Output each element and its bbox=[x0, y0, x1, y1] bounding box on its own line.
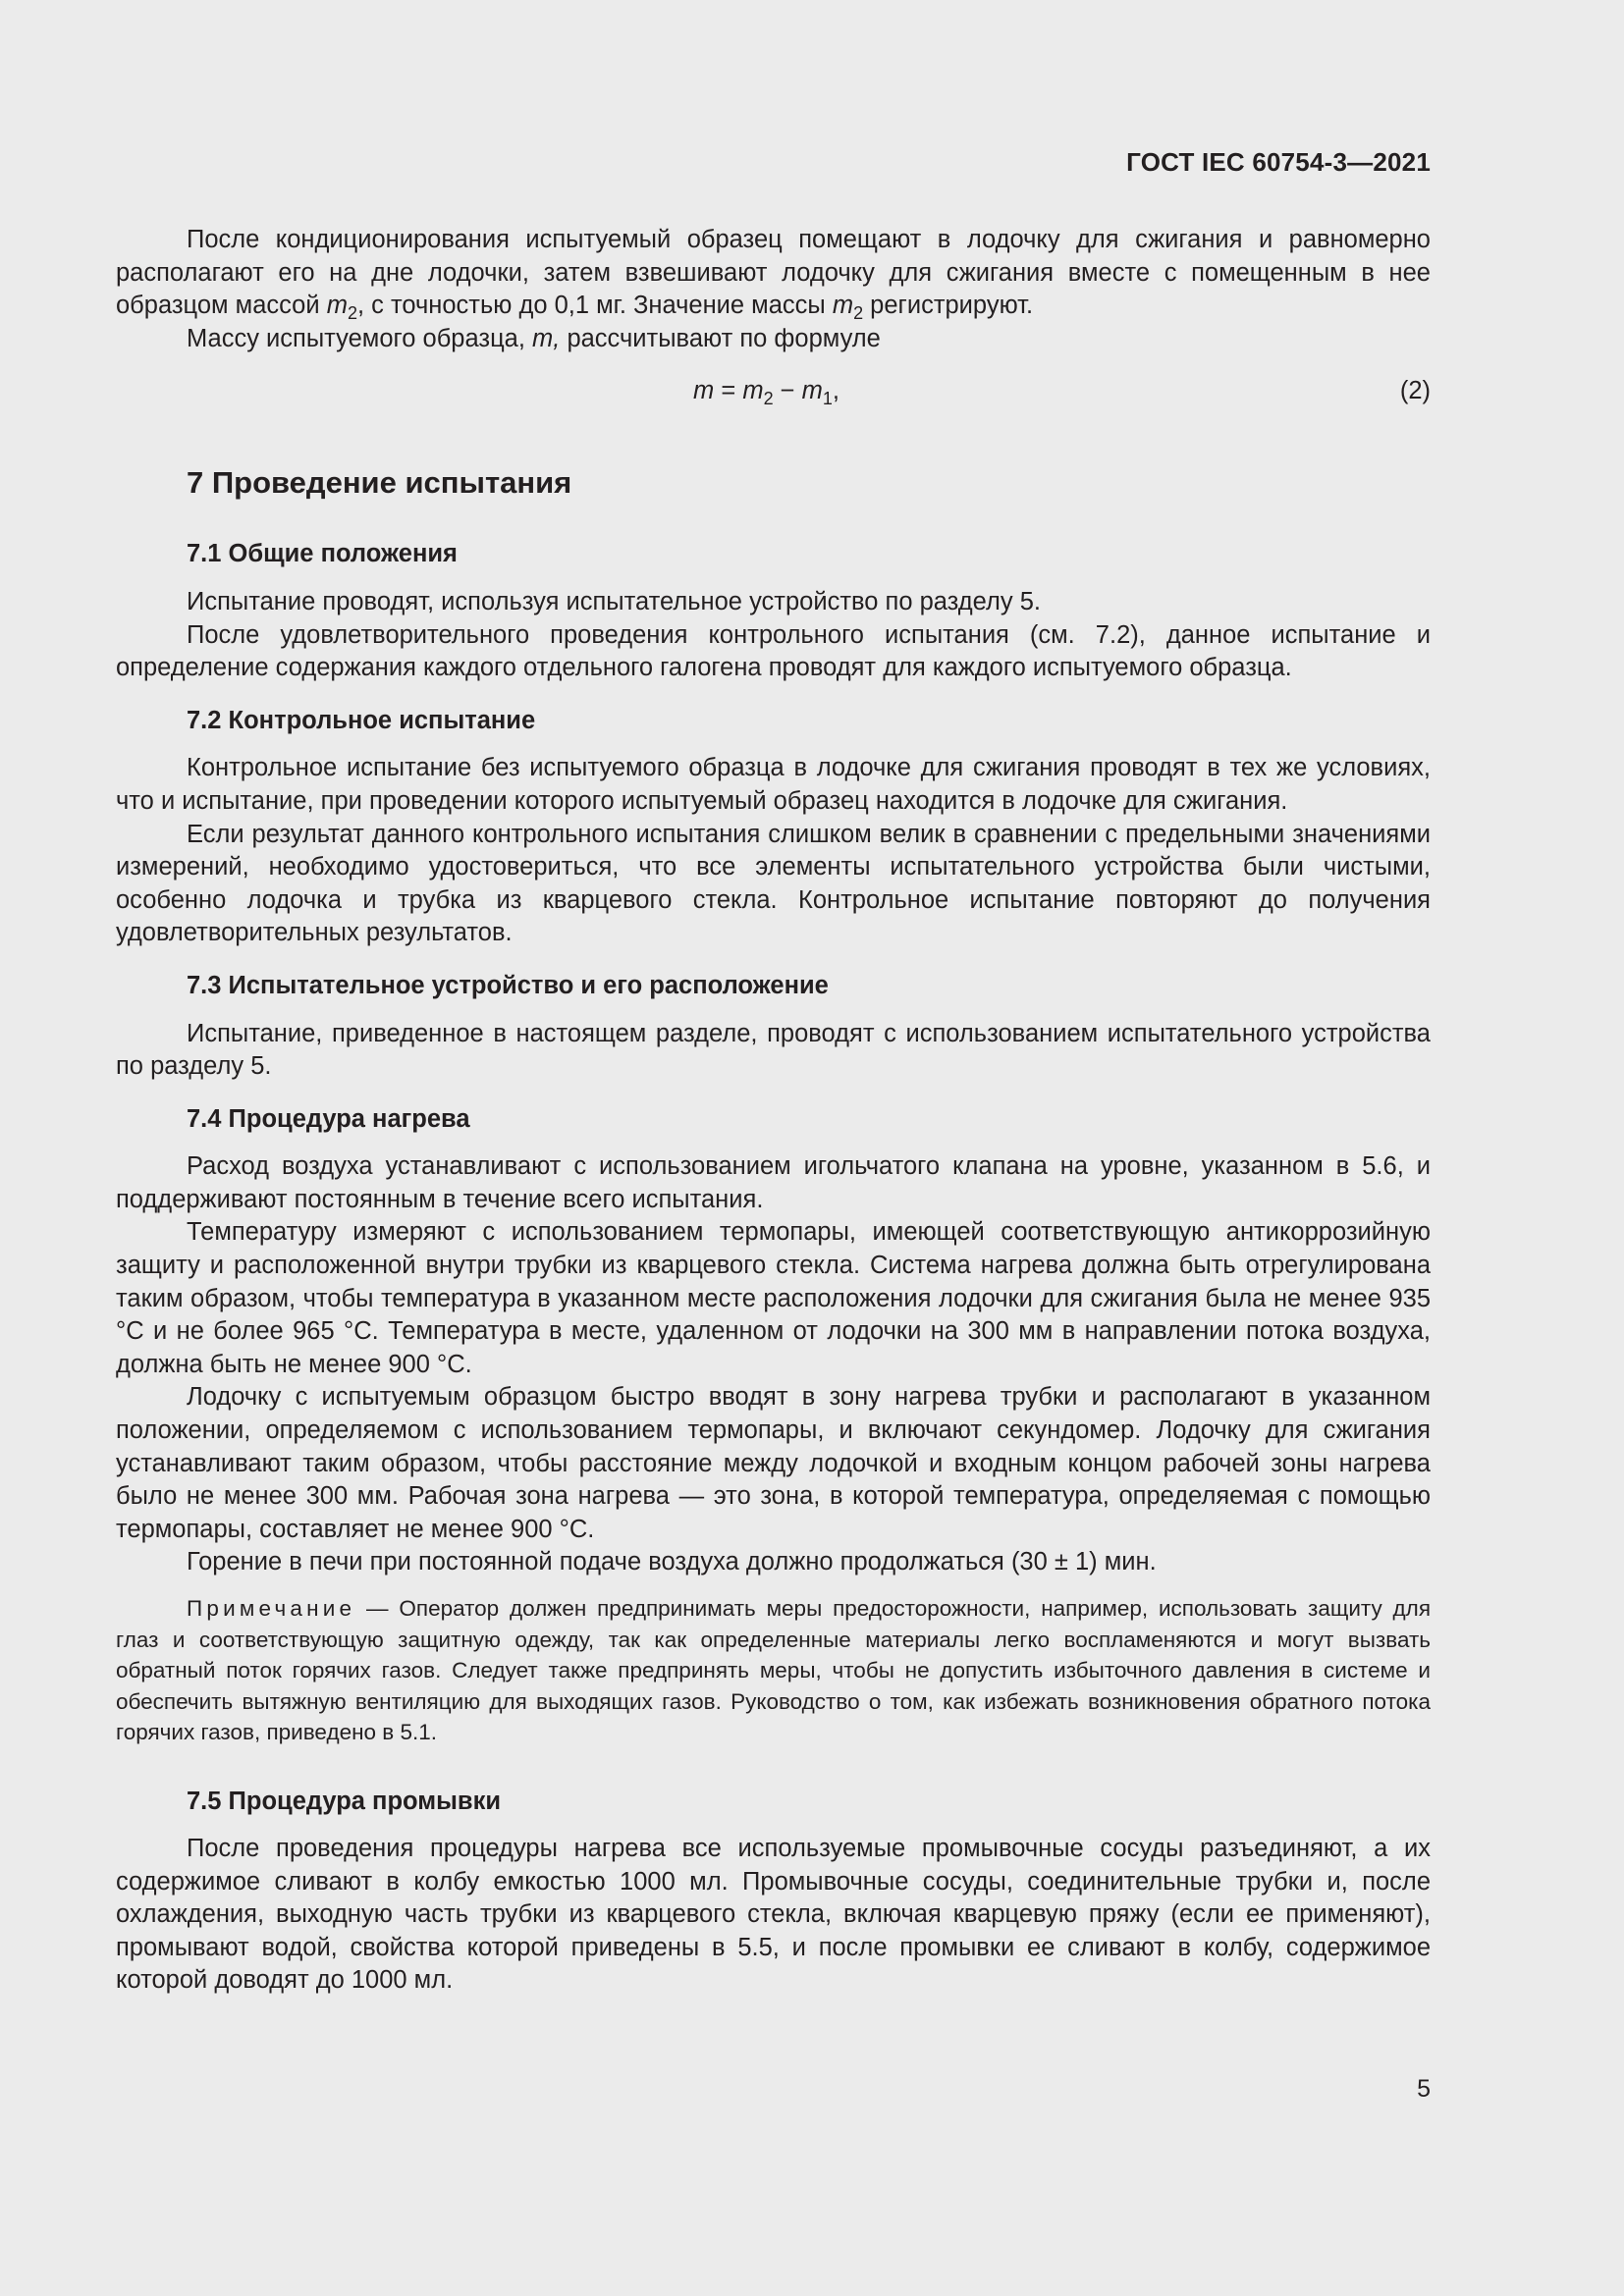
variable-m1: m bbox=[801, 377, 823, 405]
section-7-5-paragraph-1: После проведения процедуры нагрева все используемые промывочные сосуды разъединяют, а их содержимое сливают в колбу емкостью 1000 мл. Промывочные сосуды, соединительные трубки и, после охлаждения, выходную часть трубки из кварцевого стекла, включая кварцевую пряжу (если ее применяют), промывают водой, свойства которой приведены в 5.5, и после промывки ее сливают в колбу, содержимое которой доводят до 1000 мл. bbox=[116, 1835, 1431, 1995]
variable-m: m bbox=[832, 292, 854, 320]
note bbox=[116, 1593, 1431, 1748]
note-label: Примечание bbox=[187, 1596, 356, 1621]
note-text: — Оператор должен предпринимать меры предосторожности, например, использовать защиту для глаз и соответствующую защитную одежду, так как определенные материалы легко воспламеняются и могут вызвать обратный поток горячих газов. Следует также предпринять меры, чтобы не допустить избыточного давления в системе и обеспечить вытяжную вентиляцию для выходящих газов. Руководство о том, как избежать возникновения обратного потока горячих газов, приведено в 5.1. bbox=[116, 1596, 1431, 1744]
comma: , bbox=[832, 377, 839, 405]
variable-m: m, bbox=[532, 324, 561, 352]
document-code: ГОСТ IEC 60754-3—2021 bbox=[1126, 147, 1431, 177]
formula-expression bbox=[693, 375, 839, 408]
section-7-1-paragraph-1: Испытание проводят, используя испытательное устройство по разделу 5. bbox=[187, 587, 1042, 615]
section-7-4-paragraph-1: Расход воздуха устанавливают с использованием игольчатого клапана на уровне, указанном в 5.6, и поддерживают постоянным в течение всего испытания. bbox=[116, 1152, 1431, 1213]
variable-m: m bbox=[693, 377, 715, 405]
subscript: 1 bbox=[822, 389, 833, 409]
equals-sign: = bbox=[714, 377, 743, 405]
variable-m: m bbox=[326, 292, 348, 320]
section-7-3-heading: 7.3 Испытательное устройство и его расположение bbox=[187, 971, 829, 999]
text-run: Массу испытуемого образца, bbox=[187, 324, 533, 352]
subscript: 2 bbox=[347, 303, 357, 324]
subscript: 2 bbox=[763, 389, 774, 409]
subscript: 2 bbox=[853, 303, 864, 324]
text-run: После кондиционирования испытуемый образец помещают в лодочку для сжигания и равномерно располагают его на дне лодочки, затем взвешивают лодочку для сжигания вместе с помещенным в нее образцом массой bbox=[116, 226, 1431, 320]
page-number: 5 bbox=[1417, 2075, 1431, 2103]
formula-2 bbox=[116, 375, 1431, 408]
section-7-3-paragraph-1: Испытание, приведенное в настоящем разделе, проводят с использованием испытательного устройства по разделу 5. bbox=[116, 1019, 1431, 1081]
section-7-1-paragraph-2: После удовлетворительного проведения контрольного испытания (см. 7.2), данное испытание и определение содержания каждого отдельного галогена проводят для каждого испытуемого образца. bbox=[116, 620, 1431, 682]
section-7-2-paragraph-2: Если результат данного контрольного испытания слишком велик в сравнении с предельными значениями измерений, необходимо удостовериться, что все элементы испытательного устройства были чистыми, особенно лодочка и трубка из кварцевого стекла. Контрольное испытание повторяют до получения удовлетворительных результатов. bbox=[116, 820, 1431, 947]
minus-sign: − bbox=[773, 377, 802, 405]
formula-number: (2) bbox=[1399, 377, 1431, 405]
section-7-4-paragraph-2: Температуру измеряют с использованием термопары, имеющей соответствующую антикоррозийную защиту и расположенной внутри трубки из кварцевого стекла. Система нагрева должна быть отрегулирована таким образом, чтобы температура в указанном месте расположения лодочки для сжигания была не менее 935 °C и не более 965 °C. Температура в месте, удаленном от лодочки на 300 мм в направлении потока воздуха, должна быть не менее 900 °C. bbox=[116, 1218, 1431, 1378]
section-7-2-paragraph-1: Контрольное испытание без испытуемого образца в лодочке для сжигания проводят в тех же условиях, что и испытание, при проведении которого испытуемый образец находится в лодочке для сжигания. bbox=[116, 754, 1431, 815]
section-7-1-heading: 7.1 Общие положения bbox=[187, 540, 458, 568]
intro-paragraph-2 bbox=[116, 323, 1431, 356]
section-7-heading: 7 Проведение испытания bbox=[187, 465, 572, 501]
text-run: регистрируют. bbox=[863, 292, 1034, 320]
section-7-4-paragraph-3: Лодочку с испытуемым образцом быстро вводят в зону нагрева трубки и располагают в указанном положении, определяемом с использованием термопары, и включают секундомер. Лодочку для сжигания устанавливают таким образом, чтобы расстояние между лодочкой и входным концом рабочей зоны нагрева было не менее 300 мм. Рабочая зона нагрева — это зона, в которой температура, определяемая с помощью термопары, составляет не менее 900 °C. bbox=[116, 1383, 1431, 1543]
page-content bbox=[116, 224, 1431, 1998]
intro-paragraph-1 bbox=[116, 224, 1431, 323]
section-7-4-paragraph-4: Горение в печи при постоянной подаче воздуха должно продолжаться (30 ± 1) мин. bbox=[187, 1548, 1157, 1576]
section-7-2-heading: 7.2 Контрольное испытание bbox=[187, 706, 536, 734]
text-run: рассчитывают по формуле bbox=[560, 324, 881, 352]
section-7-5-heading: 7.5 Процедура промывки bbox=[187, 1787, 502, 1815]
text-run: , с точностью до 0,1 мг. Значение массы bbox=[356, 292, 833, 320]
variable-m2: m bbox=[742, 377, 764, 405]
section-7-4-heading: 7.4 Процедура нагрева bbox=[187, 1104, 470, 1133]
